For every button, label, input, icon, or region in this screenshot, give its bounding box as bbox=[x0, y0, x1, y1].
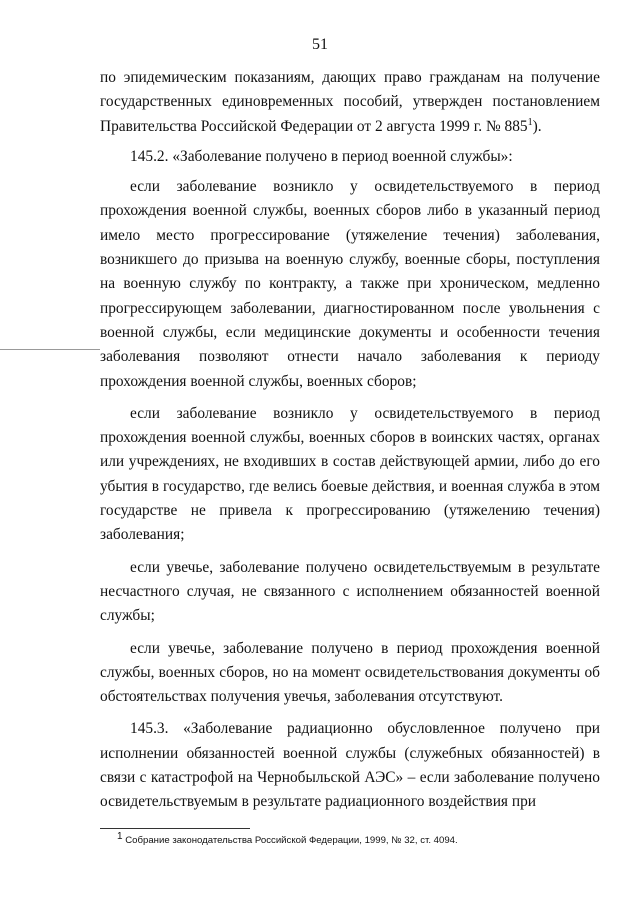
paragraph-1 bbox=[100, 66, 600, 139]
page-number: 51 bbox=[312, 36, 328, 53]
footnote-divider bbox=[100, 828, 250, 829]
paragraph-4: если заболевание возникло у освидетельствуемого в период прохождения военной службы, военных сборов в воинских частях, органах или учреждениях, не входивших в состав действующей армии, либо до его убытия в государство, где велись боевые действия, и военная служба в этом государстве не привела к прогрессированию (утяжелению течения) заболевания; bbox=[100, 404, 600, 544]
paragraph-6: если увечье, заболевание получено в период прохождения военной службы, военных сборов, но на момент освидетельствования документы об обстоятельствах получения увечья, заболевания отсутствуют. bbox=[100, 639, 600, 706]
paragraph-1-tail: ). bbox=[532, 117, 542, 135]
paragraph-3: если заболевание возникло у освидетельствуемого в период прохождения военной службы, военных сборов либо в указанный период имело место прогрессирование (утяжеление течения) заболевания, возникшего до призыва на военную службу, военные сборы, поступления на военную службу по контракту, а также при хроническом, медленно прогрессирующем заболевании, диагностированном после увольнения с военной службы, если медицинские документы и особенности течения заболевания позволяют отнести начало заболевания к периоду прохождения военной службы, военных сборов; bbox=[100, 178, 600, 390]
footnote-marker: 1 bbox=[117, 830, 123, 842]
scan-artifact-line bbox=[0, 349, 100, 350]
footnote-reference: 1 bbox=[527, 116, 533, 128]
footnote-text: Собрание законодательства Российской Федерации, 1999, № 32, ст. 4094. bbox=[122, 835, 458, 846]
paragraph-1-text: по эпидемическим показаниям, дающих право гражданам на получение государственных единовременных пособий, утвержден постановлением Правительства Российской Федерации от 2 августа 1999 г. № 885 bbox=[100, 69, 600, 135]
section-145-3: 145.3. «Заболевание радиационно обусловленное получено при исполнении обязанностей военной службы (служебных обязанностей) в связи с катастрофой на Чернобыльской АЭС» – если заболевание получено освидетельствуемым в результате радиационного воздействия при bbox=[100, 720, 600, 811]
paragraph-5: если увечье, заболевание получено освидетельствуемым в результате несчастного случая, не связанного с исполнением обязанностей военной службы; bbox=[100, 558, 600, 625]
document-body bbox=[100, 66, 600, 815]
section-heading-145-2: 145.2. «Заболевание получено в период военной службы»: bbox=[130, 147, 513, 165]
footnote bbox=[117, 830, 597, 847]
